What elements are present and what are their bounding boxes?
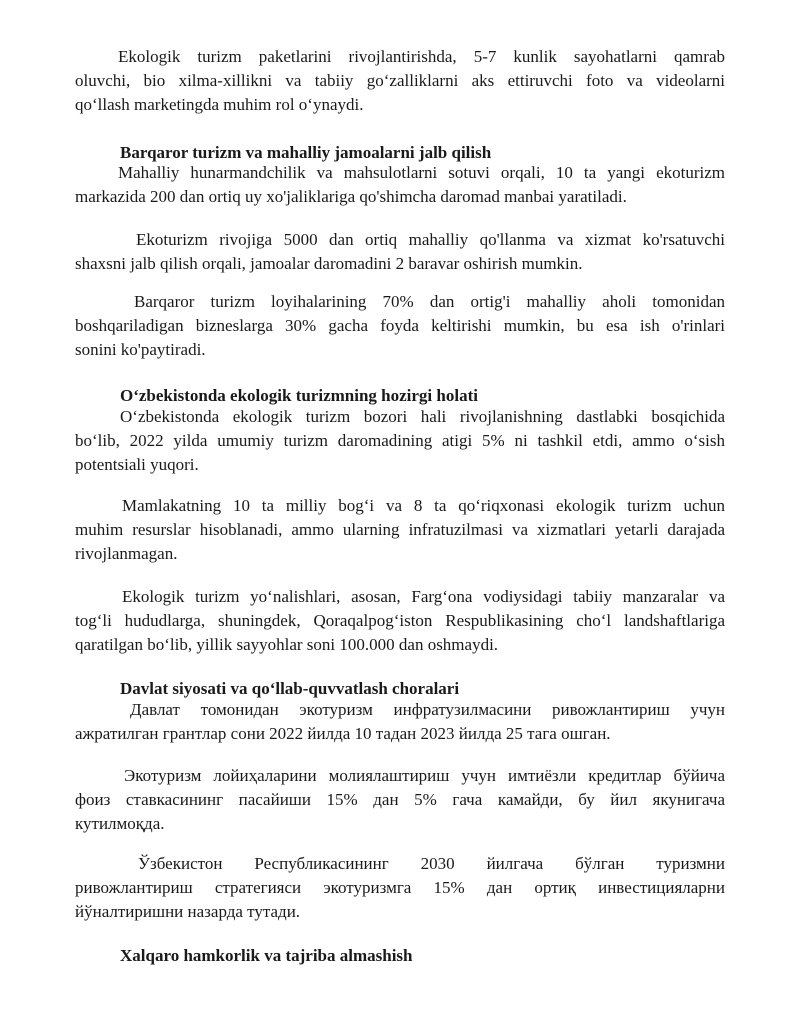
section-heading: O‘zbekistonda ekologik turizmning hozirgi holati — [120, 386, 478, 405]
text-line: markazida 200 dan ortiq uy xo'jaliklariga qo'shimcha daromad manbai yaratiladi. — [75, 187, 627, 206]
text-line: ажратилган грантлар сони 2022 йилда 10 тадан 2023 йилда 25 тага ошган. — [75, 724, 611, 743]
text-line: ривожлантириш стратегияси экотуризмга 15% дан ортиқ инвестицияларни — [75, 878, 725, 897]
text-line: Давлат томонидан экотуризм инфратузилмасини ривожлантириш учун — [130, 700, 725, 719]
text-line: oluvchi, bio xilma-xillikni va tabiiy go‘zalliklarni aks ettiruvchi foto va videolarni — [75, 71, 725, 90]
text-line: rivojlanmagan. — [75, 544, 178, 563]
text-line: кутилмоқда. — [75, 814, 165, 833]
section-heading: Davlat siyosati va qo‘llab-quvvatlash choralari — [120, 679, 460, 698]
text-line: Mamlakatning 10 ta milliy bog‘i va 8 ta qo‘riqxonasi ekologik turizm uchun — [122, 496, 725, 515]
text-line: O‘zbekistonda ekologik turizm bozori hali rivojlanishning dastlabki bosqichida — [120, 407, 725, 426]
text-line: Ekoturizm rivojiga 5000 dan ortiq mahalliy qo'llanma va xizmat ko'rsatuvchi — [136, 230, 725, 249]
text-line: Barqaror turizm loyihalarining 70% dan ortig'i mahalliy aholi tomonidan — [134, 292, 725, 311]
text-line: qo‘llash marketingda muhim rol o‘ynaydi. — [75, 95, 364, 114]
text-line: Экотуризм лойиҳаларини молиялаштириш учун имтиёзли кредитлар бўйича — [124, 766, 725, 785]
text-line: Ekologik turizm paketlarini rivojlantirishda, 5-7 kunlik sayohatlarni qamrab — [118, 47, 725, 66]
section-heading: Xalqaro hamkorlik va tajriba almashish — [120, 946, 413, 965]
text-line: sonini ko'paytiradi. — [75, 340, 206, 359]
text-line: potentsiali yuqori. — [75, 455, 199, 474]
text-line: bo‘lib, 2022 yilda umumiy turizm daromadining atigi 5% ni tashkil etdi, ammo o‘sish — [75, 431, 725, 450]
text-line: shaxsni jalb qilish orqali, jamoalar daromadini 2 baravar oshirish mumkin. — [75, 254, 583, 273]
text-line: Ekologik turizm yo‘nalishlari, asosan, Farg‘ona vodiysidagi tabiiy manzaralar va — [122, 587, 725, 606]
section-heading: Barqaror turizm va mahalliy jamoalarni jalb qilish — [120, 143, 492, 162]
text-line: йўналтиришни назарда тутади. — [75, 902, 301, 921]
text-line: Mahalliy hunarmandchilik va mahsulotlarni sotuvi orqali, 10 ta yangi ekoturizm — [118, 163, 725, 182]
text-line: tog‘li hududlarga, shuningdek, Qoraqalpog‘iston Respublikasining cho‘l landshaftlariga — [75, 611, 725, 630]
text-line: qaratilgan bo‘lib, yillik sayyohlar soni 100.000 dan oshmaydi. — [75, 635, 499, 654]
text-line: muhim resurslar hisoblanadi, ammo ularning infratuzilmasi va xizmatlari yetarli darajada — [75, 520, 725, 539]
text-line: фоиз ставкасининг пасайиши 15% дан 5% гача камайди, бу йил якунигача — [75, 790, 725, 809]
text-line: Ўзбекистон Республикасининг 2030 йилгача бўлган туризмни — [138, 854, 725, 873]
text-line: boshqariladigan bizneslarga 30% gacha foyda keltirishi mumkin, bu esa ish o'rinlari — [75, 316, 725, 335]
